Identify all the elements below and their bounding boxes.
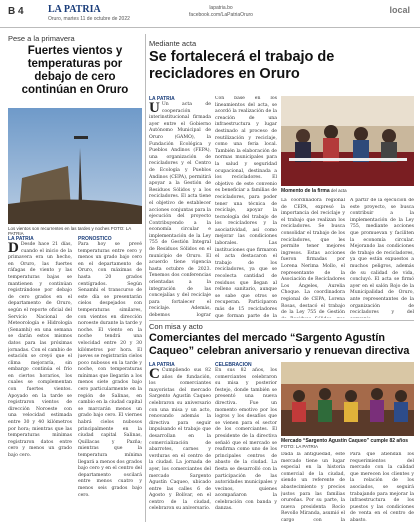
weather-text-b: Para hoy se prevé temperaturas entre cero y menos un grado bajo cero en el departamento de Oruro, con máximas de hasta 20 grados centígrados. Según Senamhi el transcurso de este día se presentarán cielos despejados con temperaturas similares, con vientos en dirección noroeste durante la tarde y noche. El viento en la noche tendrá una velocidad entre 20 y 30 kilómetros por hora. El jueves se registrarán cielos poco nubosos en la tarde y noche, con temperaturas mínimas que llegarán a los menos siete grados bajo cero particularmente en la región de Salinas, en cambio en la ciudad capital se marcarán menos un grado bajo cero. El viernes habrá cielos nubosos principalmente en la ciudad capital Salinas, Quillacas y Pazña; mientras que la temperatura mínima llegará a menos dos grados bajo cero y en el centro del departamento oscilará entre menos cuatro y menos seis grados bajo cero. [78, 242, 142, 498]
signing-caption-text: del acta [330, 188, 347, 193]
market-body-col2 [215, 362, 277, 522]
market-dropcap: C [149, 366, 160, 382]
market-body-col3 [281, 452, 345, 522]
weather-headline: Fuertes vientos y temperaturas por debajo de cero continúan en Oruro [21, 45, 129, 96]
weather-text-a: Desde hace 21 días, cuando el inicio de la primavera era un hecho, en Oruro, las fuertes ráfagas de viento y las temperaturas bajas se mantienen y continúan registrándose por debajo de cero grados en el departamento de Oruro, según el reporte oficial del Servicio Nacional de Meteorología e Hidrología (Senamhi) en una semana se darán estos mismos datos para las próximas jornadas. Con el cambio de estación se creyó que el clima mejoraría, sin embargo continúa el frío en ciertos horarios, los cuales se complementan con fuertes vientos. Apoyado en la tarde se registraron vientos de dirección Noroeste con una velocidad estimada entre 30 y 40 kilómetros por hora; mientras que las temperaturas mínimas registraron datos entre cero y menos un grado bajo cero. [8, 242, 72, 458]
website-info[interactable]: lapatria.bo facebook.com/LaPatriaOruro [189, 5, 253, 18]
market-body-col1 [149, 362, 211, 522]
market-photo [281, 362, 414, 436]
market-caption-credit: FOTO: LA PATRIA [281, 444, 319, 449]
market-headline: Comerciantes del mercado “Sargento Agustín Caqueo” celebran aniversario y renuevan directiva [149, 332, 410, 357]
signing-photo-image [281, 96, 414, 186]
weather-body-col2 [78, 236, 142, 522]
recyclers-headline: Se fortalecerá el trabajo de recicladores en Oruro [149, 49, 335, 82]
market-byline: LA PATRIA [149, 362, 175, 368]
recyclers-dropcap: U [149, 100, 160, 116]
market-text-c: Dada la antigüedad, este mercado tiene un lugar especial en la historia comercial de la ciudad, siendo un referente de abastecimiento y precios justos para las familias orureñas. Por su parte, la nueva presidenta Rocío Revollo Miranda, asumió el cargo con la [281, 452, 345, 522]
recyclers-text-a: Un acta de cooperación interinstitucional firmada ayer entre el Gobierno Autónomo Municipal de Oruro (GAMO), la Fundación Ecológica y Pueblos Andinos (FEPA), una organización de recicladores y el Centro de Ecología y Pueblos Andinos (CEPA), permitirá apoyar a la Gestión de Residuos Sólidos y a los recicladores. El acta tiene el objetivo de establecer acciones conjuntas para la ejecución del proyecto Contribuyendo a la economía circular e implementación de la Ley 755 de Gestión Integral de Residuos Sólidos en el municipio de Oruro. El acuerdo tiene vigencia hasta octubre de 2023. Tenemos dos conferencias orientadas a la integración de las concejalías y del reciclaje para fortalecer el reciclaje. Además, debemos lograr [149, 102, 211, 318]
signing-photo [281, 96, 414, 186]
edition-date: Oruro, martes 11 de octubre de 2022 [48, 16, 130, 22]
page-number: B 4 [8, 6, 24, 17]
recyclers-body-col2 [215, 96, 277, 318]
signing-caption-label: Momento de la firma [281, 188, 330, 194]
weather-byline: LA PATRIA [8, 236, 34, 242]
weather-story [8, 34, 142, 97]
wind-caption-text: Los vientos son recurrentes en las tardes y noches [8, 226, 110, 231]
recyclers-body-col1 [149, 96, 211, 318]
wind-photo [8, 108, 142, 224]
recyclers-body-col4 [350, 198, 414, 318]
story-divider [149, 320, 414, 321]
weather-dropcap: D [8, 240, 19, 256]
pronostico-subhead: PRONÓSTICO [78, 236, 112, 242]
market-caption-label: Mercado “Sargento Agustín Caqueo” cumple 82 años [281, 438, 409, 444]
wind-photo-image [8, 108, 142, 224]
recyclers-text-b: Con base en los lineamientos del acta, se acordó la realización de la creación de una infraestructura y lugar destinado al proceso de reutilización y reciclaje, como una feria local. También la elaboración de normas municipales para la salud y seguridad ocupacional, destinada a los recicladores. El objetivo de este convenio es beneficiar a familias de recicladores, para poder tener una técnica de reciclaje, apoyar la tecnología del trabajo de los recicladores y la asociatividad, así como mejorar las condiciones laborales. Las instituciones que firmaron el acta destacaron el trabajo de los recicladores, ya que se recolecta cantidad de residuos que llegan al relleno sanitario, aunque se sabe que otros se recuperan. Participaron más de 15 recicladores que forman parte de la [215, 96, 277, 318]
wind-photo-caption [8, 226, 142, 236]
weather-kicker: Pese a la primavera [8, 34, 75, 43]
market-body-col4 [350, 452, 414, 522]
market-photo-caption [281, 438, 414, 449]
market-text-d: Para que atiendan los requerimientos del mercado con la calidad que merecen los clientes y la relación de los asociados, se seguirá trabajando para mejorar la infraestructura de los puestos y las condiciones de venta en el centro de abasto. [350, 452, 414, 522]
market-text-b: En sus 82 años, los comerciantes celebraron su misa y posterior festejo, donde también se presentó una nueva directiva. Fue un momento emotivo por los logros y los desafíos que se vienen para el sector de los comerciantes. El presidente de la directiva señaló que el mercado se reafirma como uno de los principales centros de abasto de la ciudad. La fiesta se desarrolló con la participación de las autoridades municipales y vecinos, quienes acompañaron la celebración con banda y danzas. [215, 368, 277, 512]
recyclers-text-c: La coordinadora regional de CEPA, expresó la importancia del reciclaje y el trabajo que realizan los recicladores. Se busca consolidar el trabajo de los recicladores, que les permite tener mejores ingresos. Estas acciones fueron firmadas por Lorena Nerima Mollo, el representante de la Asociación de Recicladores Los Ángeles, Aurelia Choque. La coordinadora regional de CEPA, Lorena Rosas, destacó el trabajo de la Ley 755 de Gestión [281, 198, 345, 316]
newspaper-logo: LA PATRIA [48, 4, 101, 15]
market-text-a: Cumpliendo sus 82 años de fundación, los comerciantes mayoristas del mercado Sargento Agustín Caqueo celebraron su aniversario con una misa y un acto, renovando además la directiva para seguir impulsando el trabajo que desarrollan en la comercialización de abarrotes, carnes y verduras en el centro de la ciudad. La jornada de ayer, los comerciantes del mercado Sargento Agustín Caqueo, ubicado entre las calles 6 de Agosto y Bolívar, en el centro de la ciudad, celebraron su aniversario. [149, 368, 211, 512]
signing-photo-caption [281, 188, 414, 194]
celebracion-subhead: CELEBRACIÓN [215, 362, 252, 368]
page-header [0, 0, 420, 28]
market-photo-image [281, 362, 414, 436]
recyclers-text-d: A partir de la ejecución de este proyecto, se busca contribuir a la implementación de la Ley 755, mediante acciones que promuevan y faciliten la economía circular. Mejorando las condiciones de trabajo de recicladores, ya que están expuestos a muchos peligros, además de su calidad de vida, concluyó. El acta se firmó ayer en el salón Rojo de la Municipalidad de Oruro, ante representantes de la organización de recicladores y del [350, 198, 414, 316]
recyclers-kicker: Mediante acta [149, 39, 197, 48]
recyclers-body-col3 [281, 198, 345, 318]
wind-caption-credit: FOTO: LA PATRIA [8, 226, 132, 236]
weather-body-col1 [8, 236, 72, 522]
section-name: local [389, 5, 410, 15]
column-divider [145, 34, 146, 522]
recyclers-byline: LA PATRIA [149, 96, 175, 102]
market-kicker: Con misa y acto [149, 322, 203, 331]
